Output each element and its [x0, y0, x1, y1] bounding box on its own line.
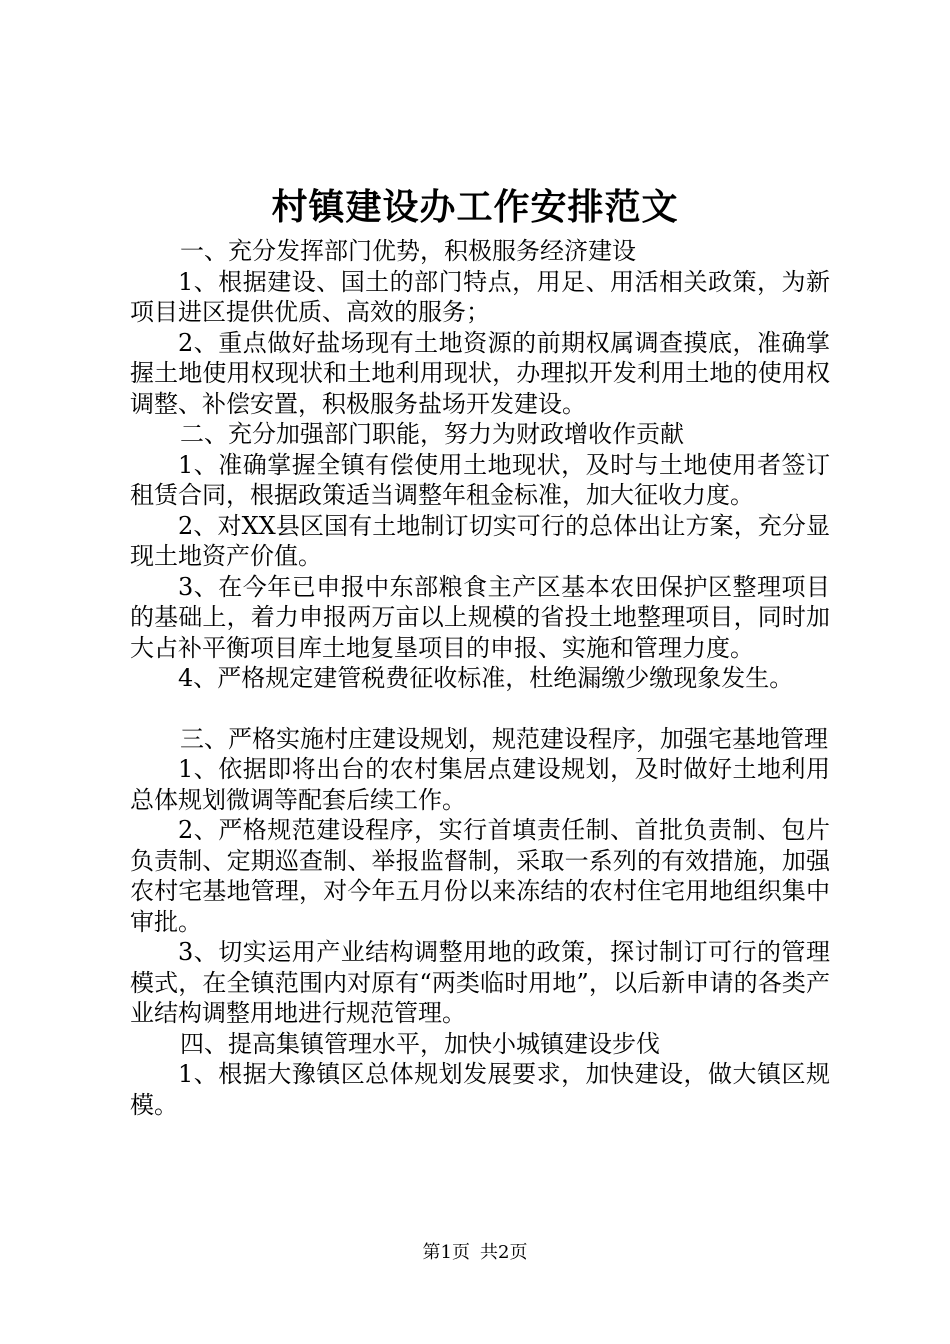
- paragraph: 3、切实运用产业结构调整用地的政策，探讨制订可行的管理模式，在全镇范围内对原有“两类临时用地”，以后新申请的各类产业结构调整用地进行规范管理。: [130, 938, 830, 1027]
- document-body: [130, 236, 830, 1120]
- paragraph: 3、在今年已申报中东部粮食主产区基本农田保护区整理项目的基础上，着力申报两万亩以上规模的省投土地整理项目，同时加大占补平衡项目库土地复垦项目的申报、实施和管理力度。: [130, 572, 830, 662]
- section-heading-3: 三、严格实施村庄建设规划，规范建设程序，加强宅基地管理: [180, 724, 828, 753]
- section-heading-4: 四、提高集镇管理水平，加快小城镇建设步伐: [180, 1029, 660, 1058]
- document-title: 村镇建设办工作安排范文: [271, 186, 679, 228]
- paragraph: 1、准确掌握全镇有偿使用土地现状，及时与土地使用者签订租赁合同，根据政策适当调整年租金标准，加大征收力度。: [130, 450, 830, 509]
- page-footer: [0, 1241, 950, 1265]
- paragraph: 2、对XX县区国有土地制订切实可行的总体出让方案，充分显现土地资产价值。: [130, 511, 830, 570]
- page-number-total: 共2页: [480, 1242, 528, 1263]
- paragraph: 4、严格规定建管税费征收标准，杜绝漏缴少缴现象发生。: [178, 664, 794, 692]
- paragraph: 2、严格规范建设程序，实行首填责任制、首批负责制、包片负责制、定期巡查制、举报监督制，采取一系列的有效措施，加强农村宅基地管理，对今年五月份以来冻结的农村住宅用地组织集中审批。: [130, 816, 830, 936]
- paragraph: 1、根据大豫镇区总体规划发展要求，加快建设，做大镇区规模。: [130, 1060, 830, 1119]
- page-number-current: 第1页: [422, 1242, 470, 1263]
- paragraph: 1、依据即将出台的农村集居点建设规划，及时做好土地利用总体规划微调等配套后续工作。: [130, 755, 830, 814]
- paragraph-spacer: [130, 694, 830, 724]
- section-heading-2: 二、充分加强部门职能，努力为财政增收作贡献: [180, 420, 684, 448]
- paragraph: 1、根据建设、国土的部门特点，用足、用活相关政策，为新项目进区提供优质、高效的服务；: [130, 267, 830, 326]
- section-heading-1: 一、充分发挥部门优势，积极服务经济建设: [180, 237, 636, 265]
- paragraph: 2、重点做好盐场现有土地资源的前期权属调查摸底，准确掌握土地使用权现状和土地利用现状，办理拟开发利用土地的使用权调整、补偿安置，积极服务盐场开发建设。: [130, 328, 830, 418]
